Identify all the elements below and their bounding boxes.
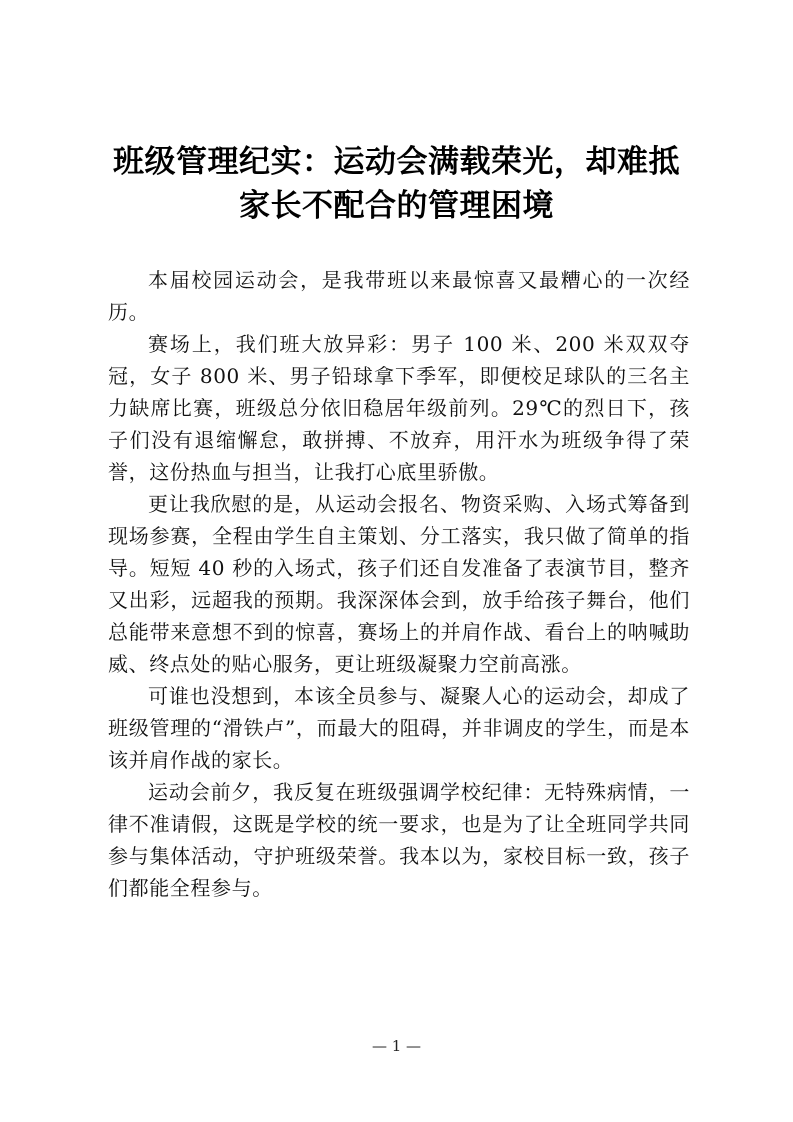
page-number: — 1 — (371, 1037, 422, 1055)
title-line-2: 家长不配合的管理困境 (239, 188, 554, 224)
title-line-1: 班级管理纪实：运动会满载荣光，却难抵 (113, 144, 680, 180)
paragraph-5: 运动会前夕，我反复在班级强调学校纪律：无特殊病情，一律不准请假，这既是学校的统一要求，也是为了让全班同学共同参与集体活动，守护班级荣誉。我本以为，家校目标一致，孩子们都能全程参与。 (108, 780, 690, 900)
document-body (108, 264, 690, 904)
paragraph-4: 可谁也没想到，本该全员参与、凝聚人心的运动会，却成了班级管理的“滑铁卢”，而最大的阻碍，并非调皮的学生，而是本该并肩作战的家长。 (108, 684, 690, 772)
document-title (100, 140, 693, 228)
paragraph-1: 本届校园运动会，是我带班以来最惊喜又最糟心的一次经历。 (108, 268, 690, 324)
paragraph-2: 赛场上，我们班大放异彩：男子 100 米、200 米双双夺冠，女子 800 米、男子铅球拿下季军，即便校足球队的三名主力缺席比赛，班级总分依旧稳居年级前列。29℃的烈日下，孩子们没有退缩懈怠，敢拼搏、不放弃，用汗水为班级争得了荣誉，这份热血与担当，让我打心底里骄傲。 (108, 332, 690, 484)
paragraph-3: 更让我欣慰的是，从运动会报名、物资采购、入场式筹备到现场参赛，全程由学生自主策划、分工落实，我只做了简单的指导。短短 40 秒的入场式，孩子们还自发准备了表演节目，整齐又出彩，远超我的预期。我深深体会到，放手给孩子舞台，他们总能带来意想不到的惊喜，赛场上的并肩作战、看台上的呐喊助威、终点处的贴心服务，更让班级凝聚力空前高涨。 (108, 492, 690, 676)
